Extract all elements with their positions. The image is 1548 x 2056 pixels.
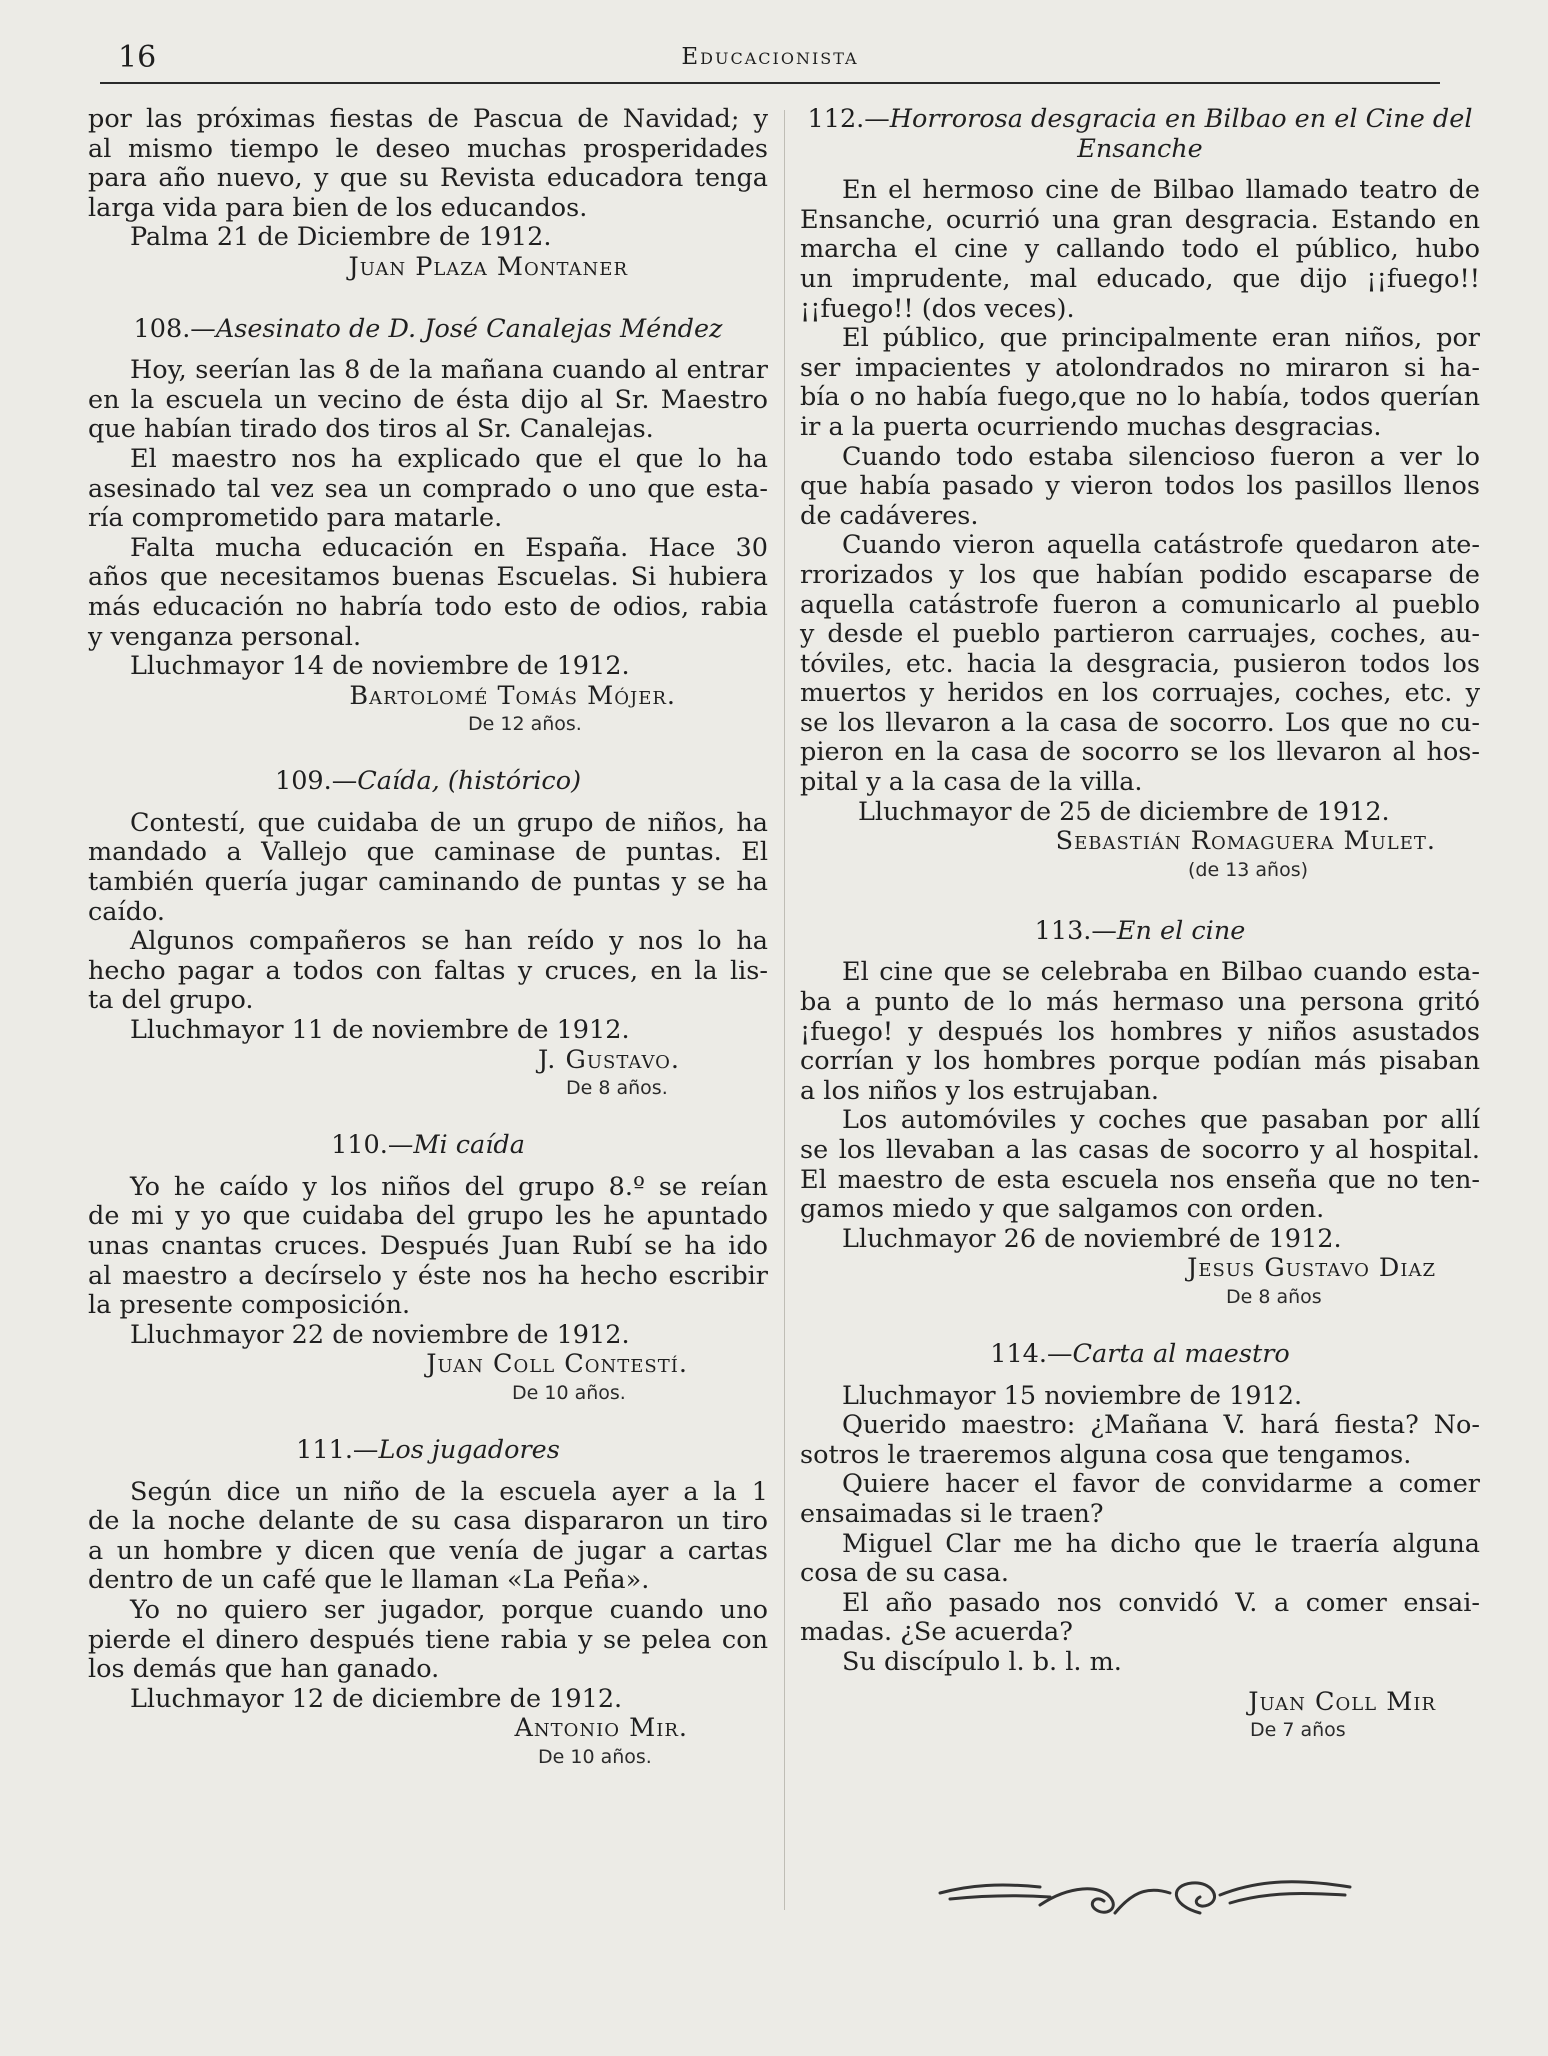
- text-line: y venganza personal.: [88, 621, 362, 652]
- header-rule: [100, 82, 1440, 84]
- text-line: la presente composición.: [88, 1290, 411, 1321]
- left-column: [88, 105, 768, 1770]
- dateline: Lluchmayor 14 de noviembre de 1912.: [130, 651, 630, 682]
- text-line: madas. ¿Se acuerda?: [800, 1617, 1073, 1648]
- section-111: [88, 1436, 768, 1770]
- text-line: de cadáveres.: [800, 500, 979, 531]
- section-108: [88, 315, 768, 738]
- dateline: Lluchmayor de 25 de diciembre de 1912.: [858, 796, 1390, 827]
- text-line: ensaimadas si le traen?: [800, 1498, 1104, 1529]
- signature: Bartolomé Tomás Mójer.: [349, 680, 676, 711]
- text-line: Hoy, seerían las 8 de la mañana cuando al entrar: [130, 355, 768, 386]
- text-line: a un hombre y dicen que venía de jugar a cartas: [88, 1535, 768, 1566]
- dateline: Lluchmayor 15 noviembre de 1912.: [842, 1380, 1303, 1411]
- text-line: que había pasado y vieron todos los pasillos llenos: [800, 471, 1480, 502]
- text-line: dentro de un café que le llaman «La Peña».: [88, 1565, 650, 1596]
- author-age: De 7 años: [1250, 1719, 1346, 1742]
- text-line: unas cnantas cruces. Después Juan Rubí se ha ido: [88, 1231, 768, 1261]
- text-line: Yo he caído y los niños del grupo 8.º se reían: [130, 1171, 768, 1202]
- dateline: Lluchmayor 22 de noviembre de 1912.: [130, 1319, 630, 1350]
- text-line: aquella catástrofe fueron a comunicarlo al pueblo: [800, 589, 1480, 620]
- column-divider: [784, 110, 785, 1910]
- dateline: Lluchmayor 12 de diciembre de 1912.: [130, 1683, 623, 1714]
- dateline: Palma 21 de Diciembre de 1912.: [130, 222, 552, 253]
- text-line: pierde el dinero después tiene rabia y se pelea con: [88, 1624, 768, 1655]
- text-line: Yo no quiero ser jugador, porque cuando uno: [130, 1594, 768, 1625]
- section-number: 113.—: [1034, 915, 1117, 946]
- text-line: un imprudente, mal educado, que dijo ¡¡fuego!!: [800, 263, 1480, 294]
- section-heading: [800, 1340, 1480, 1370]
- signature: Juan Coll Contestí.: [426, 1349, 688, 1380]
- text-line: al maestro a decírselo y éste nos ha hecho escribir: [88, 1260, 768, 1291]
- text-line: para año nuevo, y que su Revista educadora tenga: [88, 163, 768, 194]
- text-line: corrían y los hombres porque podían más pisaban: [800, 1046, 1480, 1077]
- text-line: gamos miedo y que salgamos con orden.: [800, 1194, 1325, 1225]
- text-line: al mismo tiempo le deseo muchas prosperidades: [88, 133, 768, 164]
- text-line: ¡fuego! y después los hombres y niños asustados: [800, 1016, 1480, 1047]
- section-109: [88, 767, 768, 1101]
- section-title: Los jugadores: [378, 1434, 560, 1465]
- decorative-flourish-icon: [930, 1865, 1360, 1925]
- text-line: mandado a Vallejo que caminase de puntas. El: [88, 837, 768, 868]
- text-line: los demás que han ganado.: [88, 1654, 440, 1685]
- text-line: también quería jugar caminando de puntas y se ha: [88, 867, 768, 898]
- text-line: El cine que se celebraba en Bilbao cuando esta-: [842, 957, 1480, 988]
- text-line: Cuando todo estaba silencioso fueron a ver lo: [842, 441, 1480, 472]
- text-line: El maestro de esta escuela nos enseña que no ten-: [800, 1164, 1480, 1195]
- intro-letter-end: [88, 105, 768, 283]
- text-line: sotros le traeremos alguna cosa que tengamos.: [800, 1439, 1412, 1470]
- section-number: 114.—: [990, 1338, 1073, 1369]
- text-line: Querido maestro: ¿Mañana V. hará fiesta? No-: [842, 1410, 1480, 1441]
- text-line: Miguel Clar me ha dicho que le traería alguna: [842, 1528, 1480, 1559]
- section-heading: [88, 1131, 768, 1161]
- text-line: ba a punto de lo más hermaso una persona gritó: [800, 987, 1480, 1018]
- text-line: y desde el pueblo partieron carruajes, coches, au-: [800, 619, 1480, 650]
- text-line: En el hermoso cine de Bilbao llamado teatro de: [842, 175, 1480, 206]
- section-number: 110.—: [331, 1130, 414, 1161]
- author-age: De 10 años.: [538, 1745, 652, 1768]
- author-age: (de 13 años): [1188, 858, 1309, 881]
- text-line: marcha el cine y callando todo el público, hubo: [800, 234, 1480, 265]
- signature: Juan Plaza Montaner: [348, 251, 628, 282]
- signature: Sebastián Romaguera Mulet.: [1055, 826, 1436, 857]
- section-title: Horrorosa desgracia en Bilbao en el Cine del: [889, 104, 1473, 134]
- section-heading: [800, 105, 1480, 135]
- text-line: El público, que principalmente eran niños, por: [842, 323, 1480, 354]
- text-line: Contestí, que cuidaba de un grupo de niños, ha: [130, 807, 768, 838]
- text-line: cosa de su casa.: [800, 1558, 1010, 1589]
- text-line: muertos y heridos en los corruajes, coches, etc. y: [800, 678, 1480, 709]
- page-number: 16: [118, 40, 157, 75]
- dateline: Lluchmayor 26 de noviembré de 1912.: [842, 1223, 1342, 1254]
- text-line: Su discípulo l. b. l. m.: [842, 1646, 1122, 1677]
- text-line: ¡¡fuego!! (dos veces).: [800, 293, 1075, 324]
- text-line: hecho pagar a todos con faltas y cruces, en la lis-: [88, 955, 768, 986]
- text-line: larga vida para bien de los educandos.: [88, 192, 588, 223]
- section-114: [800, 1340, 1480, 1743]
- section-heading: [800, 917, 1480, 947]
- text-line: asesinado tal vez sea un comprado o uno que esta-: [88, 473, 768, 504]
- section-number: 112.—: [807, 104, 890, 134]
- text-line: ta del grupo.: [88, 985, 254, 1016]
- author-age: De 8 años: [1226, 1285, 1322, 1308]
- text-line: de la noche delante de su casa dispararon un tiro: [88, 1506, 768, 1537]
- text-line: a los niños y los estrujaban.: [800, 1075, 1159, 1106]
- text-line: ser impacientes y atolondrados no miraron si ha-: [800, 352, 1480, 383]
- author-age: De 12 años.: [468, 713, 582, 736]
- text-line: Falta mucha educación en España. Hace 30: [130, 532, 768, 563]
- section-title: Asesinato de D. José Canalejas Méndez: [215, 313, 723, 344]
- text-line: bía o no había fuego,que no lo había, todos querían: [800, 382, 1480, 413]
- section-title: En el cine: [1116, 915, 1246, 946]
- signature: Juan Coll Mir: [1248, 1686, 1436, 1717]
- text-line: que habían tirado dos tiros al Sr. Canalejas.: [88, 414, 654, 445]
- right-column: [800, 105, 1480, 1743]
- author-age: De 8 años.: [566, 1077, 668, 1100]
- text-line: tóviles, etc. hacia la desgracia, pusieron todos los: [800, 648, 1480, 679]
- text-line: Ensanche, ocurrió una gran desgracia. Estando en: [800, 204, 1480, 235]
- section-number: 108.—: [133, 313, 216, 344]
- text-line: caído.: [88, 896, 165, 927]
- text-line: más educación no habría todo esto de odios, rabia: [88, 591, 768, 622]
- section-number: 109.—: [274, 766, 358, 797]
- text-line: Quiere hacer el favor de convidarme a comer: [842, 1469, 1480, 1500]
- section-heading: [88, 767, 768, 797]
- text-line: años que necesitamos buenas Escuelas. Si hubiera: [88, 562, 768, 593]
- text-line: ir a la puerta ocurriendo muchas desgracias.: [800, 411, 1382, 442]
- section-113: [800, 917, 1480, 1310]
- page-header: [100, 40, 1440, 80]
- text-line: Los automóviles y coches que pasaban por allí: [842, 1105, 1480, 1136]
- text-line: de mi y yo que cuidaba del grupo les he apuntado: [88, 1201, 768, 1232]
- text-line: en la escuela un vecino de ésta dijo al Sr. Maestro: [88, 384, 768, 415]
- section-title-continued: Ensanche: [1077, 133, 1203, 164]
- author-age: De 10 años.: [512, 1381, 626, 1404]
- text-line: Cuando vieron aquella catástrofe quedaron ate-: [842, 530, 1480, 561]
- text-line: El maestro nos ha explicado que el que lo ha: [130, 443, 768, 474]
- text-line: rrorizados y los que habían podido escaparse de: [800, 559, 1480, 590]
- text-line: pieron en la casa de socorro se los llevaron al hos-: [800, 737, 1480, 768]
- text-line: se los llevaban a las casas de socorro y al hospital.: [800, 1135, 1480, 1165]
- text-line: Según dice un niño de la escuela ayer a la 1: [130, 1476, 768, 1507]
- section-110: [88, 1131, 768, 1406]
- text-line: se los llevaron a la casa de socorro. Los que no cu-: [800, 707, 1480, 738]
- text-line: pital y a la casa de la villa.: [800, 767, 1143, 798]
- text-line: Algunos compañeros se han reído y nos lo ha: [130, 926, 768, 957]
- section-title: Mi caída: [413, 1130, 525, 1161]
- section-title: Caída, (histórico): [357, 766, 582, 797]
- signature: Jesus Gustavo Diaz: [1187, 1253, 1436, 1284]
- signature: Antonio Mir.: [514, 1713, 688, 1744]
- section-heading: [88, 315, 768, 345]
- journal-title: Educacionista: [681, 44, 859, 70]
- section-112: [800, 105, 1480, 883]
- text-line: por las próximas fiestas de Pascua de Navidad; y: [88, 104, 768, 134]
- section-number: 111.—: [296, 1434, 379, 1465]
- dateline: Lluchmayor 11 de noviembre de 1912.: [130, 1015, 630, 1046]
- text-line: ría comprometido para matarle.: [88, 503, 503, 534]
- text-line: El año pasado nos convidó V. a comer ensai-: [842, 1587, 1480, 1618]
- signature: J. Gustavo.: [538, 1044, 680, 1075]
- section-title: Carta al maestro: [1072, 1338, 1290, 1369]
- section-heading: [88, 1436, 768, 1466]
